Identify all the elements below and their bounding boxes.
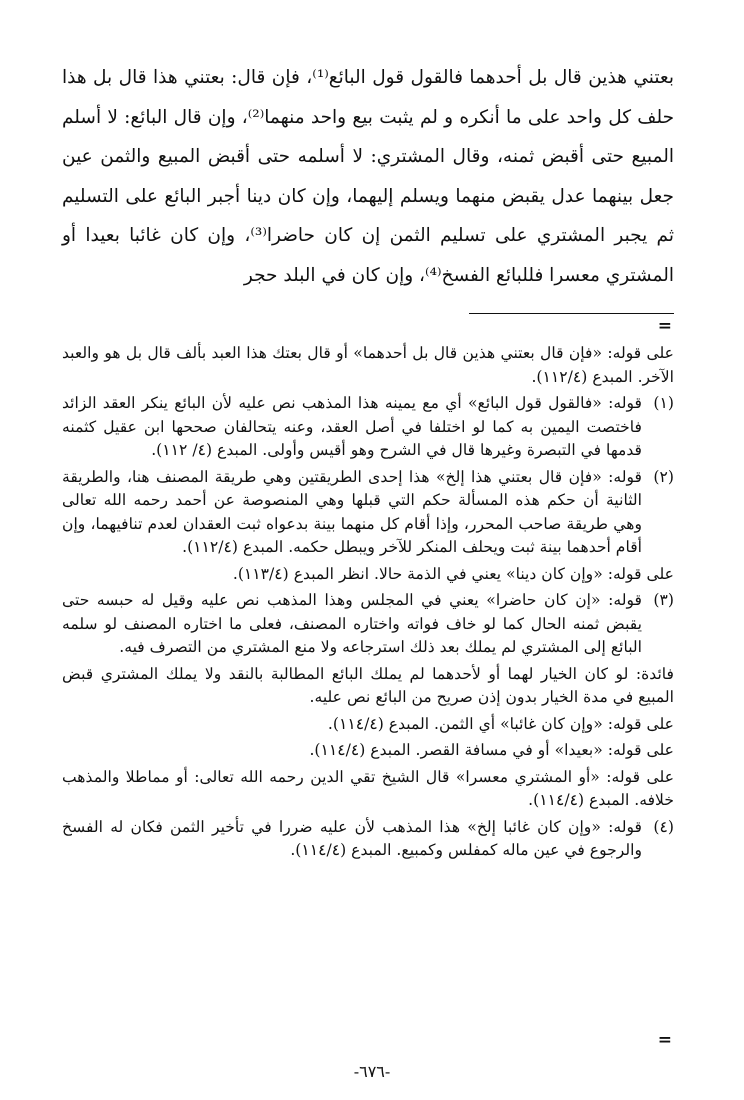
main-text (62, 58, 674, 295)
footnote-text: قوله: «وإن كان غائبا إلخ» هذا المذهب لأن عليه ضررا في تأخير الثمن فكان له الفسخ والرجوع في عين ماله كمفلس وكمبيع. المبدع (١١٤/٤). (62, 817, 642, 859)
footnote-text: قوله: «فالقول قول البائع» أي مع يمينه هذا المذهب نص عليه لأن البائع ينكر العقد الزائد فاختصت اليمين به كما لو اختلفا في أصل العقد، وعنه يتحالفان صححها ابن عقيل كثمنه قدمها في التبصرة وغيرها قال في الشرح وهو أقيس وأولى. المبدع (٤/ ١١٢). (62, 394, 642, 459)
footnotes (62, 342, 674, 866)
footnote-text: قوله: «فإن قال بعتني هذا إلخ» هذا إحدى الطريقتين وهي طريقة المصنف هنا، والطريقة الثانية أن حكم هذه المسألة حكم التي قبلها وهي المنصوصة عن أحمد رحمه الله تعالى وهي طريقة صاحب المحرر، وإذا أقام كل منهما بينة بدعواه ثبت العقدان لعدم تنافيهما، وإن أقام أحدهما بينة ثبت ويحلف المنكر للآخر ويبطل حكمه. المبدع (١١٢/٤). (62, 467, 642, 556)
footnote-text: قوله: «إن كان حاضرا» يعني في المجلس وهذا المذهب نص عليه وقيل له حبسه حتى يقبض ثمنه الحال كما لو خاف فواته واختاره المصنف، فعلى ما اختاره المصنف لو سلمه البائع إلى المشتري لم يملك بعد ذلك استرجاعه ولا منع المشتري من التصرف فيه. (62, 591, 642, 656)
footnote-1 (62, 392, 674, 463)
footnote-2 (62, 466, 674, 560)
footnote-number: (٤) (653, 817, 674, 836)
footnote-number: (٣) (653, 591, 674, 609)
footnote-benefit: فائدة: لو كان الخيار لهما أو لأحدهما لم يملك البائع المطالبة بالنقد ولا يملك المشتري قبض المبيع في مدة الخيار بدون إذن صريح من البائع نص عليه. (62, 664, 674, 706)
footnote: على قوله: «وإن كان غائبا» أي الثمن. المبدع (١١٤/٤). (327, 714, 674, 733)
main-paragraph: بعتني هذين قال بل أحدهما فالقول قول البائع⁽¹⁾، فإن قال: بعتني هذا قال بل هذا حلف كل واحد على ما أنكره و لم يثبت بيع واحد منهما⁽²⁾، وإن قال البائع: لا أسلم المبيع حتى أقبض ثمنه، وقال المشتري: لا أسلمه حتى أقبض المبيع والثمن عين جعل بينهما عدل يقبض منهما ويسلم إليهما، وإن كان دينا أجبر البائع على التسليم ثم يجبر المشتري على تسليم الثمن إن كان حاضرا⁽³⁾، وإن كان غائبا بعيدا أو المشتري معسرا فللبائع الفسخ⁽⁴⁾، وإن كان في البلد حجر (62, 67, 675, 286)
footnote-separator-line (469, 313, 674, 314)
footnote: على قوله: «فإن قال بعتني هذين قال بل أحدهما» أو قال بعتك هذا العبد بألف قال بل هو والعبد الآخر. المبدع (١١٢/٤). (62, 344, 674, 386)
footnote-number: (٢) (653, 467, 674, 486)
footnote: على قوله: «أو المشتري معسرا» قال الشيخ تقي الدين رحمه الله تعالى: أو مماطلا والمذهب خلافه. المبدع (١١٤/٤). (62, 767, 674, 809)
footnote-number: (١) (653, 394, 674, 412)
separator-mark: = (657, 316, 672, 336)
page-number: -٦٧٦- (353, 1062, 391, 1081)
continuation-mark: = (657, 1030, 672, 1050)
footnote-3 (62, 589, 674, 660)
footnote-4 (62, 816, 674, 863)
footnote: على قوله: «بعيدا» أو في مسافة القصر. المبدع (١١٤/٤). (309, 741, 674, 759)
footnote: على قوله: «وإن كان دينا» يعني في الذمة حالا. انظر المبدع (١١٣/٤). (232, 564, 674, 583)
